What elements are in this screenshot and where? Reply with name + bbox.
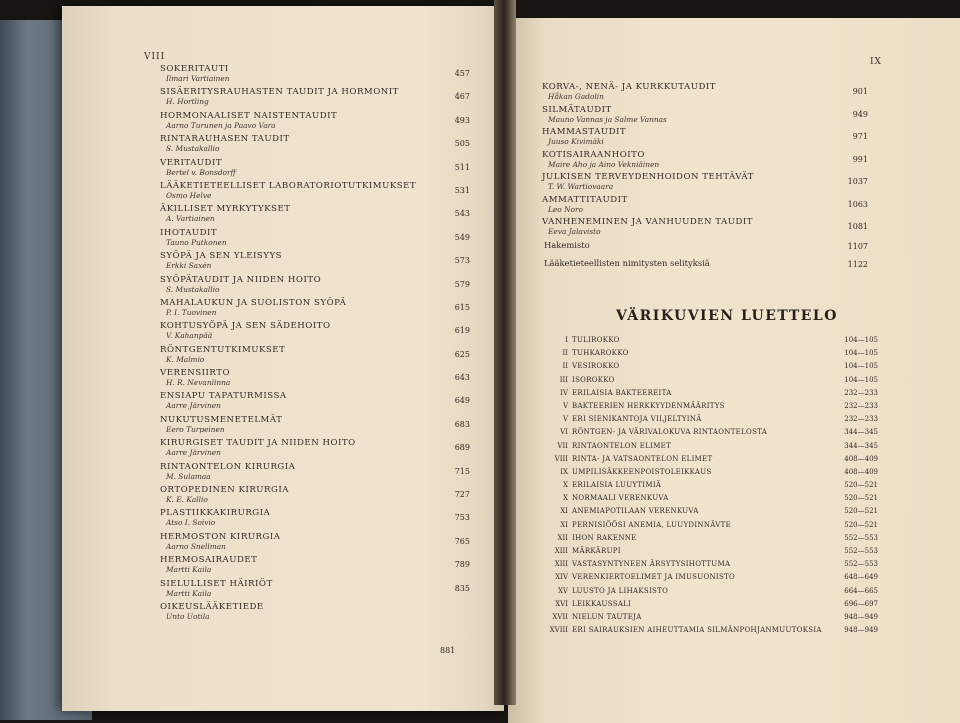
plate-entry (548, 362, 878, 375)
toc-entry-title: SOKERITAUTI (160, 64, 229, 74)
plate-title: LEIKKAUSSALI (572, 599, 632, 608)
index-entries (544, 240, 868, 276)
toc-entry-title: KOTISAIRAANHOITO (542, 149, 645, 160)
plate-pages: 408—409 (844, 454, 878, 463)
index-entry (544, 258, 868, 276)
plate-title: RÖNTGEN- JA VÄRIVALOKUVA RINTAONTELOSTA (572, 428, 768, 437)
toc-entry-author: Atso I. Soivio (166, 518, 216, 528)
toc-entry-page: 625 (454, 349, 470, 359)
toc-entry (542, 217, 868, 240)
toc-entry-page: 505 (454, 139, 470, 149)
toc-entry (160, 298, 480, 321)
plate-number: I (565, 336, 568, 344)
plate-entry (548, 376, 878, 389)
plate-title: TULIROKKO (572, 336, 620, 344)
toc-entry (160, 532, 480, 555)
toc-entry (160, 368, 480, 391)
plate-title: NORMAALI VERENKUVA (572, 494, 669, 503)
plate-pages: 104—105 (844, 375, 878, 384)
plate-number: XIV (555, 573, 568, 582)
toc-entry (542, 82, 868, 105)
plate-pages: 664—665 (844, 586, 878, 595)
toc-entry (160, 228, 480, 251)
plate-title: ISOROKKO (572, 375, 615, 384)
toc-entry (160, 87, 480, 110)
plate-entry (548, 455, 878, 468)
toc-entry-title: KIRURGISET TAUDIT JA NIIDEN HOITO (160, 438, 356, 449)
toc-entry-title: RÖNTGENTUTKIMUKSET (160, 344, 286, 355)
toc-entry-author: S. Mustakallio (166, 144, 220, 154)
plate-number: V (562, 401, 568, 410)
toc-entry-page: 579 (454, 279, 470, 289)
toc-entry-title: HERMOSAIRAUDET (160, 555, 258, 566)
toc-entry-page: 991 (852, 154, 868, 164)
toc-entry-author: Aarre Järvinen (166, 448, 221, 458)
plate-number: XVIII (549, 626, 568, 635)
toc-entry (160, 438, 480, 461)
right-page-number: IX (870, 57, 882, 67)
plate-number: XII (557, 533, 568, 542)
toc-entry-page: 683 (454, 419, 470, 429)
toc-entry (160, 415, 480, 438)
toc-entry (160, 111, 480, 134)
toc-entry-page: 457 (454, 69, 470, 78)
toc-entry (160, 579, 480, 602)
plate-number: XVI (555, 599, 568, 608)
plate-entry (548, 534, 878, 547)
plate-pages: 552—553 (844, 560, 878, 569)
toc-entry-author: Osmo Helve (166, 190, 212, 200)
left-page-number: VIII (144, 52, 166, 62)
plate-pages: 104—105 (844, 336, 878, 344)
plate-number: VIII (554, 454, 568, 463)
plate-pages: 104—105 (844, 349, 878, 358)
plate-number: XIII (554, 560, 568, 569)
toc-entry-title: SYÖPÄTAUDIT JA NIIDEN HOITO (160, 274, 322, 285)
toc-entry-title: IHOTAUDIT (160, 227, 218, 238)
plate-number: XIII (554, 547, 568, 555)
plate-entry (548, 468, 878, 481)
left-table-of-contents (160, 64, 480, 625)
plate-entry (548, 428, 878, 441)
toc-entry-page: 971 (852, 132, 868, 141)
toc-entry-title: HORMONAALISET NAISTENTAUDIT (160, 110, 338, 121)
plate-number: V (562, 415, 568, 424)
plate-number: III (559, 375, 568, 384)
color-plates-list (548, 336, 878, 639)
toc-entry-page: 765 (454, 536, 470, 546)
toc-entry-author: Tauno Putkonen (166, 237, 227, 247)
toc-entry-author: Leo Noro (548, 204, 583, 214)
toc-entry-page: 715 (454, 466, 470, 476)
toc-entry (542, 127, 868, 150)
plate-number: IV (560, 388, 568, 397)
toc-entry-page: 531 (454, 185, 470, 195)
toc-entry-title: NUKUTUSMENETELMÄT (160, 414, 283, 425)
toc-entry-title: RINTAONTELON KIRURGIA (160, 461, 296, 472)
plate-title: RINTA- JA VATSAONTELON ELIMET (572, 454, 713, 463)
toc-entry-author: S. Mustakallio (166, 284, 220, 294)
plate-entry (548, 415, 878, 428)
toc-entry-author: Maire Aho ja Aino Vekniäinen (548, 159, 660, 169)
index-entry-label: Lääketieteellisten nimitysten selityksiä (544, 258, 710, 268)
toc-entry-title: LÄÄKETIETEELLISET LABORATORIOTUTKIMUKSET (160, 180, 417, 191)
toc-entry-author: Aarno Turunen ja Paavo Vara (166, 120, 276, 130)
toc-entry-page: 1037 (847, 177, 868, 186)
plate-title: ERI SAIRAUKSIEN AIHEUTTAMIA SILMÄNPOHJANMUUTOKSIA (572, 626, 822, 635)
plate-entry (548, 521, 878, 534)
plate-title: ANEMIAPOTILAAN VERENKUVA (572, 507, 699, 516)
toc-entry-page: 753 (454, 513, 470, 523)
plate-number: X (563, 494, 568, 503)
toc-entry-title: HERMOSTON KIRURGIA (160, 531, 281, 542)
plate-pages: 552—553 (844, 547, 878, 555)
toc-entry-title: VANHENEMINEN JA VANHUUDEN TAUDIT (542, 217, 753, 227)
toc-entry-title: AMMATTITAUDIT (542, 194, 628, 205)
plate-pages: 344—345 (844, 428, 878, 437)
plate-title: NIELUN TAUTEJA (572, 612, 642, 621)
plate-title: LUUSTO JA LIHAKSISTO (572, 586, 669, 595)
plate-number: X (563, 481, 568, 490)
toc-entry-author: Eeva Jalavisto (548, 227, 601, 236)
plate-pages: 948—949 (844, 626, 878, 635)
toc-entry-page: 619 (454, 326, 470, 336)
toc-entry-page: 511 (454, 162, 470, 172)
toc-entry-page: 549 (454, 232, 470, 242)
toc-entry-author: Aarno Snellman (166, 541, 226, 551)
toc-entry-page: 643 (454, 373, 470, 383)
index-entry (544, 240, 868, 258)
plate-title: ERI SIENIKANTOJA VILJELTYINÄ (572, 415, 702, 424)
toc-entry-page: 689 (454, 443, 470, 453)
toc-entry-title: ENSIAPU TAPATURMISSA (160, 391, 287, 402)
toc-entry (160, 391, 480, 414)
plate-title: VERENKIERTOELIMET JA IMUSUONISTO (572, 573, 736, 582)
plate-entry (548, 547, 878, 560)
toc-entry (542, 172, 868, 195)
plate-title: PERNISIÖÖSI ANEMIA, LUUYDINNÄVTE (572, 520, 731, 529)
toc-entry-title: KORVA-, NENÄ- JA KURKKUTAUDIT (542, 82, 716, 92)
toc-entry (160, 181, 480, 204)
plate-entry (548, 494, 878, 507)
toc-entry-title: SYÖPÄ JA SEN YLEISYYS (160, 251, 282, 262)
plate-number: XVII (552, 612, 568, 621)
plates-section-title: VÄRIKUVIEN LUETTELO (616, 308, 838, 324)
plate-entry (548, 481, 878, 494)
toc-entry-title: HAMMASTAUDIT (542, 127, 627, 137)
toc-entry-title: VERENSIIRTO (160, 368, 231, 379)
toc-entry (160, 462, 480, 485)
plate-number: IX (560, 467, 568, 476)
toc-entry-title: KOHTUSYÖPÄ JA SEN SÄDEHOITO (160, 321, 331, 332)
toc-entry (160, 275, 480, 298)
plate-pages: 520—521 (844, 494, 878, 503)
plate-pages: 104—105 (844, 362, 878, 371)
book-gutter (494, 0, 516, 705)
toc-entry (160, 158, 480, 181)
toc-entry-page: 901 (852, 87, 868, 96)
toc-entry-author: Martti Kaila (166, 565, 212, 575)
toc-entry-title: JULKISEN TERVEYDENHOIDON TEHTÄVÄT (542, 172, 754, 182)
plate-entry (548, 573, 878, 586)
plate-title: RINTAONTELON ELIMET (572, 441, 672, 450)
toc-entry-author: P. I. Tuovinen (166, 307, 217, 317)
plate-entry (548, 600, 878, 613)
plate-pages: 696—697 (844, 599, 878, 608)
plate-number: XI (560, 520, 568, 529)
left-last-page-number: 881 (440, 646, 456, 655)
toc-entry-author: T. W. Wartiovaara (548, 182, 614, 191)
toc-entry-page: 543 (454, 209, 470, 219)
plate-pages: 232—233 (844, 401, 878, 410)
toc-entry-page: 573 (454, 256, 470, 266)
plate-pages: 948—949 (844, 612, 878, 621)
plate-entry (548, 336, 878, 349)
index-entry-page: 1107 (847, 242, 868, 251)
plate-title: TUHKAROKKO (572, 349, 629, 358)
toc-entry-page: 649 (454, 396, 470, 406)
toc-entry-author: Håkan Gadolin (548, 92, 604, 101)
toc-entry-author: Eero Turpeinen (166, 424, 225, 434)
toc-entry-title: SIELULLISET HÄIRIÖT (160, 578, 273, 589)
toc-entry-author: Erkki Saxén (166, 261, 212, 271)
toc-entry-title: SISÄERITYSRAUHASTEN TAUDIT JA HORMONIT (160, 87, 399, 98)
toc-entry-author: Unto Uotila (166, 611, 210, 621)
toc-entry-author: V. Kahanpää (166, 331, 213, 341)
toc-entry (160, 321, 480, 344)
plate-title: VASTASYNTYNEEN ÄRSYTYSIHOTTUMA (572, 560, 731, 569)
toc-entry-page: 727 (454, 490, 470, 500)
toc-entry (542, 104, 868, 128)
toc-entry-author: Mauno Vannas ja Salme Vannas (548, 114, 667, 124)
plate-pages: 520—521 (844, 507, 878, 516)
plate-number: VII (557, 441, 568, 450)
toc-entry (160, 345, 480, 368)
plate-title: ERILAISIA LUUYTIMIÄ (572, 481, 662, 490)
index-entry-label: Hakemisto (544, 240, 590, 250)
plate-pages: 520—521 (844, 481, 878, 490)
toc-entry-author: Aarre Järvinen (166, 401, 221, 411)
toc-entry (542, 149, 868, 173)
toc-entry-title: ORTOPEDINEN KIRURGIA (160, 485, 289, 496)
index-entry-page: 1122 (847, 260, 868, 269)
plate-title: ERILAISIA BAKTEEREITA (572, 388, 672, 397)
plate-pages: 232—233 (844, 415, 878, 424)
plate-title: IHON RAKENNE (572, 533, 637, 542)
toc-entry-title: RINTARAUHASEN TAUDIT (160, 134, 290, 145)
toc-entry-title: MAHALAUKUN JA SUOLISTON SYÖPÄ (160, 297, 347, 308)
plate-title: BAKTEERIEN HERKKYYDENMÄÄRITYS (572, 401, 725, 410)
toc-entry-page: 835 (454, 583, 470, 593)
toc-entry-title: PLASTIIKKAKIRURGIA (160, 508, 271, 519)
toc-entry-author: H. Hortling (166, 97, 209, 107)
toc-entry-author: A. Vartiainen (166, 214, 215, 224)
toc-entry-author: Juuso Kivimäki (548, 137, 604, 146)
toc-entry (160, 508, 480, 531)
toc-entry-title: ÄKILLISET MYRKYTYKSET (160, 204, 291, 215)
toc-entry-author: H. R. Nevanlinna (166, 378, 231, 388)
plate-entry (548, 587, 878, 600)
toc-entry-page: 493 (454, 115, 470, 125)
toc-entry-page: 615 (454, 302, 470, 312)
plate-entry (548, 402, 878, 415)
toc-entry-author: Bertel v. Bonsdorff (166, 167, 236, 177)
plate-entry (548, 626, 878, 639)
plate-title: VESIROKKO (572, 362, 620, 371)
toc-entry (160, 602, 480, 625)
toc-entry (160, 134, 480, 157)
plate-pages: 408—409 (844, 467, 878, 476)
toc-entry (160, 251, 480, 274)
toc-entry (160, 485, 480, 508)
plate-title: MÄRKÄRUPI (572, 547, 621, 555)
plate-number: VI (560, 428, 568, 437)
toc-entry-author: Ilmari Vartiainen (166, 74, 230, 83)
plate-entry (548, 507, 878, 520)
toc-entry-title: SILMÄTAUDIT (542, 104, 612, 115)
plate-entry (548, 349, 878, 362)
plate-number: XV (557, 586, 568, 595)
plate-title: UMPILISÄKKEENPOISTOLEIKKAUS (572, 467, 712, 476)
right-table-of-contents (542, 82, 868, 240)
plate-entry (548, 613, 878, 626)
plate-number: II (562, 349, 568, 358)
plate-entry (548, 560, 878, 573)
plate-number: II (562, 362, 568, 371)
toc-entry-page: 467 (454, 92, 470, 102)
toc-entry-title: OIKEUSLÄÄKETIEDE (160, 601, 264, 612)
toc-entry (160, 64, 480, 87)
toc-entry-author: M. Sulamaa (166, 471, 211, 481)
toc-entry (542, 194, 868, 218)
toc-entry (160, 204, 480, 227)
toc-entry-author: K. E. Kallio (166, 495, 208, 505)
plate-entry (548, 389, 878, 402)
toc-entry-page: 1081 (847, 222, 868, 231)
plate-pages: 344—345 (844, 441, 878, 450)
plate-pages: 552—553 (844, 533, 878, 542)
plate-pages: 520—521 (844, 520, 878, 529)
toc-entry-page: 949 (852, 109, 868, 119)
toc-entry-title: VERITAUDIT (160, 157, 223, 168)
toc-entry-author: K. Malmio (166, 354, 205, 364)
toc-entry-page: 789 (454, 560, 470, 570)
toc-entry (160, 555, 480, 578)
plate-pages: 648—649 (844, 573, 878, 582)
toc-entry-page: 1063 (847, 199, 868, 209)
plate-entry (548, 442, 878, 455)
plate-pages: 232—233 (844, 388, 878, 397)
toc-entry-author: Martti Kaila (166, 588, 212, 598)
plate-number: XI (560, 507, 568, 516)
